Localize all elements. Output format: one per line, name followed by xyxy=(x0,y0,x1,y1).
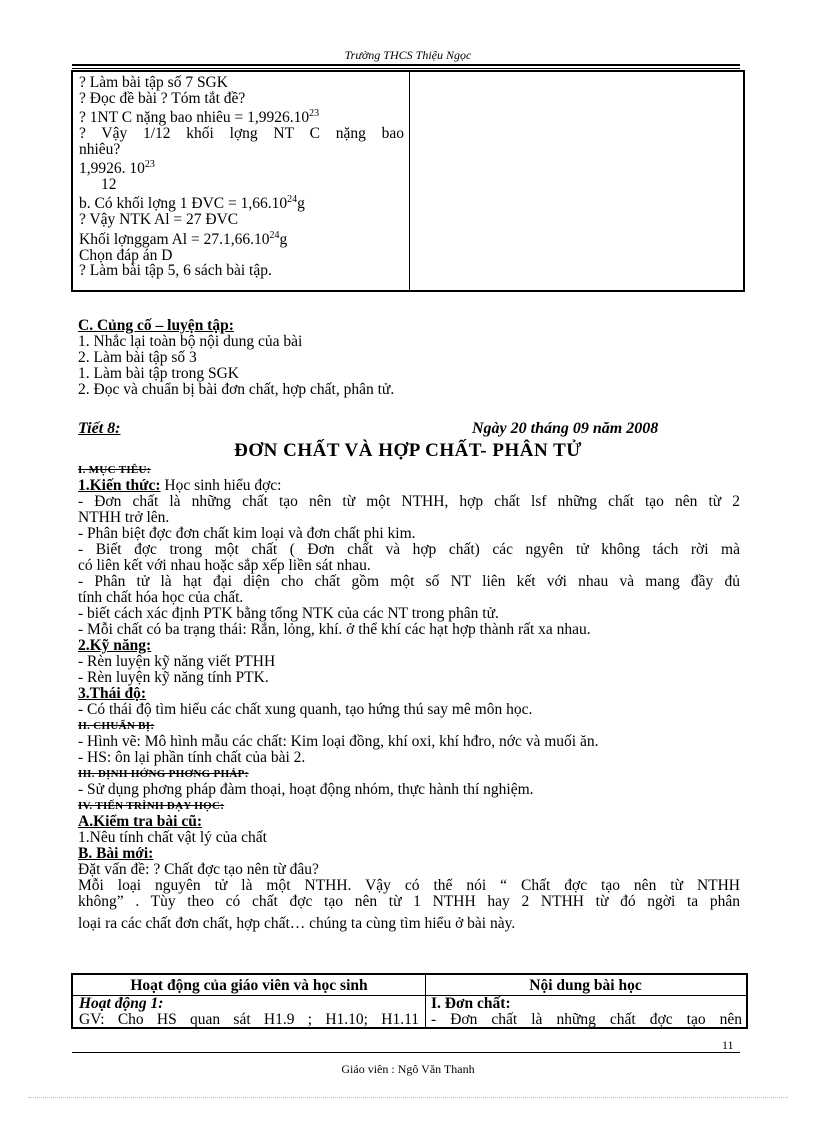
thai-do-item: - Có thái độ tìm hiểu các chất xung quanh, tạo hứng thú say mê môn học. xyxy=(78,701,533,718)
ky-nang-item: - Rèn luyện kỹ năng viết PTHH xyxy=(78,653,276,670)
kiem-tra-label: A.Kiểm tra bài cũ: xyxy=(78,813,202,830)
page-number: 11 xyxy=(722,1038,734,1052)
gv-line: GV: Cho HS quan sát H1.9 ; H1.10; H1.11 xyxy=(79,1011,419,1028)
exercise-line: b. Có khối lợng 1 ĐVC = $1,66.10^{24}g$ xyxy=(79,194,305,213)
chuan-bi-item: - HS: ôn lại phần tính chất của bài 2. xyxy=(78,749,306,766)
page-edge-dots xyxy=(28,1097,788,1098)
table-header-teacher-student: Hoạt động của giáo viên và học sinh xyxy=(130,977,368,994)
chuan-bi-heading: II. CHUẨN BỊ: xyxy=(78,720,155,732)
cung-co-heading: C. Củng cố – luyện tập: xyxy=(78,317,234,334)
lesson-number: Tiết 8: xyxy=(78,420,121,437)
page-footer: Giáo viên : Ngô Văn Thanh xyxy=(341,1062,475,1076)
muc-tieu-heading: I. MỤC TIÊU: xyxy=(78,464,151,476)
footer-rule xyxy=(72,1052,740,1053)
kien-thuc-item: - Biết đợc trong một chất ( Đơn chất và hợp chất) các ngyên tử không tách rời mà xyxy=(78,541,740,558)
exercise-line: ? Vậy NTK Al = 27 ĐVC xyxy=(79,211,239,229)
tien-trinh-heading: IV. TIẾN TRÌNH DẠY HỌC: xyxy=(78,800,225,812)
cung-co-item: 2. Làm bài tập số 3 xyxy=(78,349,197,366)
phuong-phap-item: - Sử dụng phơng pháp đàm thoại, hoạt động nhóm, thực hành thí nghiệm. xyxy=(78,781,534,798)
kien-thuc-item: tính chất hóa học của chất. xyxy=(78,589,244,606)
content-cell xyxy=(431,996,742,1028)
phuong-phap-heading: III. ĐỊNH HỚNG PHƠNG PHÁP: xyxy=(78,768,249,780)
kien-thuc-label: 1.Kiến thức: xyxy=(78,477,161,494)
kien-thuc-item: - Phân biệt đợc đơn chất kim loại và đơn chất phi kim. xyxy=(78,525,416,542)
page-header: Trường THCS Thiệu Ngọc xyxy=(344,48,472,62)
kien-thuc-item: - biết cách xác định PTK bằng tổng NTK của các NT trong phân tử. xyxy=(78,605,499,622)
exercise-line: ? 1NT C nặng bao nhiêu = $1,9926.10^{23}$ xyxy=(79,108,320,127)
ky-nang-item: - Rèn luyện kỹ năng tính PTK. xyxy=(78,669,269,686)
cung-co-item: 1. Làm bài tập trong SGK xyxy=(78,365,240,382)
don-chat-line: - Đơn chất là những chất đợc tạo nên xyxy=(431,1011,742,1028)
exercise-line: ? Đọc đề bài ? Tóm tắt đề? xyxy=(79,89,246,107)
ky-nang-label: 2.Kỹ năng: xyxy=(78,637,152,654)
table-column-divider xyxy=(409,72,410,290)
header-rule-thin xyxy=(72,68,740,69)
lesson-date: Ngày 20 tháng 09 năm 2008 xyxy=(472,420,659,437)
kien-thuc-item: NTHH trở lên. xyxy=(78,509,170,526)
hoat-dong-label: Hoạt động 1: xyxy=(79,995,164,1012)
kien-thuc-item: - Đơn chất là những chất tạo nên từ một NTHH, hợp chất lsf những chất tạo nên từ 2 xyxy=(78,493,740,510)
exercise-table xyxy=(71,70,745,292)
exercise-line: ? Làm bài tập 5, 6 sách bài tập. xyxy=(79,262,272,280)
cung-co-item: 1. Nhắc lại toàn bộ nội dung của bài xyxy=(78,333,303,350)
table-header-content: Nội dung bài học xyxy=(529,977,642,994)
cung-co-section xyxy=(78,318,740,398)
exercise-line: Khối lợnggam $Al = 27.1,66.10^{24}g$ xyxy=(79,229,288,248)
cung-co-item: 2. Đọc và chuẩn bị bài đơn chất, hợp chất, phân tử. xyxy=(78,381,395,398)
kiem-tra-item: 1.Nêu tính chất vật lý của chất xyxy=(78,829,267,846)
thai-do-label: 3.Thái độ: xyxy=(78,685,147,702)
lesson-body xyxy=(78,462,740,932)
kien-thuc-item: - Phân tử là hạt đại diện cho chất gồm một số NT liên kết với nhau và mang đầy đủ xyxy=(78,573,740,590)
bai-moi-line: Đặt vấn đề: ? Chất đợc tạo nên từ đâu? xyxy=(78,861,319,878)
activity-table xyxy=(71,973,748,1029)
activity-cell xyxy=(79,996,419,1028)
kien-thuc-line: 1.Kiến thức: Học sinh hiểu đợc: xyxy=(78,477,282,494)
bai-moi-label: B. Bài mới: xyxy=(78,845,154,862)
kien-thuc-item: có liên kết với nhau hoặc sắp xếp liền sát nhau. xyxy=(78,557,371,574)
don-chat-heading: I. Đơn chất: xyxy=(431,995,511,1012)
exercise-line: ? Làm bài tập số 7 SGK xyxy=(79,74,228,91)
chuan-bi-item: - Hình vẽ: Mô hình mẫu các chất: Kim loại đồng, khí oxi, khí hđro, nớc và muối ăn. xyxy=(78,733,599,750)
kien-thuc-item: - Mỗi chất có ba trạng thái: Rắn, lỏng, khí. ở thể khí các hạt hợp thành rất xa nhau. xyxy=(78,621,591,638)
exercise-line: Chọn đáp án D xyxy=(79,246,173,264)
fraction-denominator: 12 xyxy=(101,175,117,193)
bai-moi-line: loại ra các chất đơn chất, hợp chất… chúng ta cùng tìm hiểu ở bài này. xyxy=(78,915,516,932)
fraction-numerator: 1,9926. $10^{23}$ xyxy=(79,159,155,178)
bai-moi-line: không” . Tùy theo có chất đợc tạo nên từ 1 NTHH hay 2 NTHH từ đó ngời ta phân xyxy=(78,893,740,910)
exercise-line: nhiêu? xyxy=(79,140,121,158)
bai-moi-line: Mỗi loại nguyên tử là một NTHH. Vậy có thể nói “ Chất đợc tạo nên từ NTHH xyxy=(78,877,740,894)
exercise-left-column xyxy=(79,75,404,279)
exercise-line: ? Vậy 1/12 khối lợng NT C nặng bao xyxy=(79,124,404,142)
header-rule-thick xyxy=(72,64,740,66)
lesson-title: ĐƠN CHẤT VÀ HỢP CHẤT- PHÂN TỬ xyxy=(234,440,582,461)
